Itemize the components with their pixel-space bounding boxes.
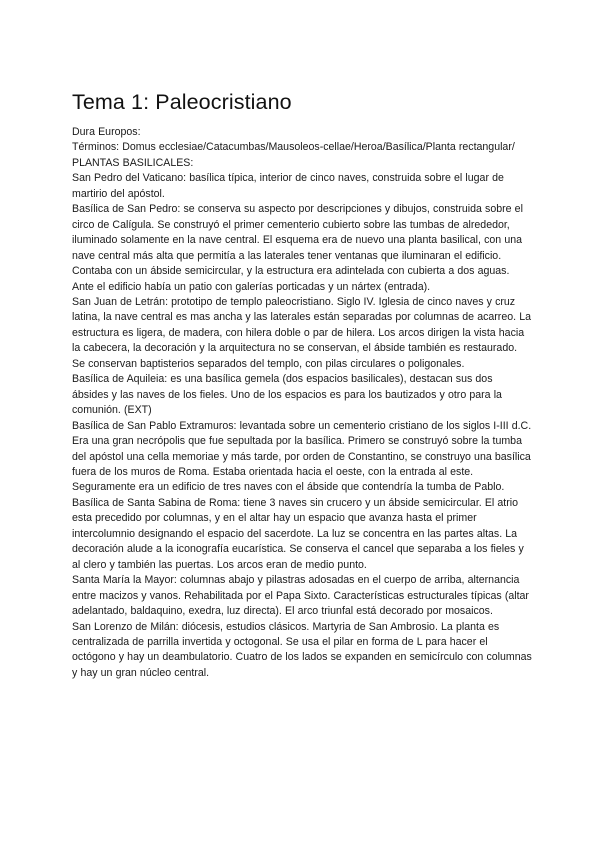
page-title: Tema 1: Paleocristiano [72,90,292,114]
paragraph-santa-sabina: Basílica de Santa Sabina de Roma: tiene 3 naves sin crucero y un ábside semicircular. El atrio esta precedido por columnas, y en el altar hay un espacio que avanza hasta el primer intercolumnio designando el espacio del sacerdote. La luz se concentra en las partes altas. La decoración alude a la iconografía eucarística. Se conserva el cancel que separaba a los fieles y al clero y también las puertas. Los arcos eran de medio punto. [72,496,527,571]
paragraph-san-lorenzo-milan: San Lorenzo de Milán: diócesis, estudios clásicos. Martyria de San Ambrosio. La planta es centralizada de parrilla invertida y octogonal. Se usa el pilar en forma de L para hacer el octógono y hay un deambulatorio. Cuatro de los lados se expanden en semicírculo con columnas y hay un gran núcleo central. [72,620,535,679]
document-page [72,88,535,681]
paragraph-san-pablo-extramuros: Basílica de San Pablo Extramuros: levantada sobre un cementerio cristiano de los siglos I-III d.C. Era una gran necrópolis que fue sepultada por la basílica. Primero se construyó sobre la tumba del apóstol una cella memoriae y más tarde, por orden de Constantino, se construyo una basílica fuera de los muros de Roma. Estaba orientada hacia el oeste, con la entrada al este. Seguramente era un edificio de tres naves con el ábside que contendría la tumba de Pablo. [72,419,535,494]
paragraph-dura-europos: Dura Europos: [72,126,141,138]
paragraph-terminos: Términos: Domus ecclesiae/Catacumbas/Mausoleos-cellae/Heroa/Basílica/Planta rectangular/ [72,141,515,154]
paragraph-san-juan-letran: San Juan de Letrán: prototipo de templo paleocristiano. Siglo IV. Iglesia de cinco naves y cruz latina, la nave central es mas ancha y las laterales están separadas por columnas de acarreo. La estructura es ligera, de madera, con hilera doble o par de hilera. Los arcos dirigen la vista hacia la cabecera, la decoración y la arquitectura no se conservan, el ábside también es restaurado. Se conservan baptisterios separados del templo, con pilas circulares o poligonales. [72,295,535,370]
paragraph-santa-maria-mayor: Santa María la Mayor: columnas abajo y pilastras adosadas en el cuerpo de arriba, alternancia entre macizos y vanos. Rehabilitada por el Papa Sixto. Características estructurales típicas (altar adelantado, baldaquino, exedra, luz directa). El arco triunfal está decorado por mosaicos. [72,574,533,618]
paragraph-san-pedro-vaticano: San Pedro del Vaticano: basílica típica, interior de cinco naves, construida sobre el lugar de martirio del apóstol. [72,172,508,200]
paragraph-basilica-san-pedro: Basílica de San Pedro: se conserva su aspecto por descripciones y dibujos, construida sobre el circo de Calígula. Se construyó el primer cementerio cubierto sobre las tumbas de alrededor, iluminado solamente en la nave central. El esquema era de nuevo una planta basilical, con una nave central más alta que permitía a las laterales tener ventanas que iluminaran el edificio. Contaba con un ábside semicircular, y la estructura era adintelada con cubierta a dos aguas. Ante el edificio había un patio con galerías porticadas y un nártex (entrada). [72,203,527,293]
paragraph-plantas-basilicales: PLANTAS BASILICALES: [72,156,194,169]
document-body [72,125,535,681]
paragraph-basilica-aquileia: Basílica de Aquileia: es una basílica gemela (dos espacios basilicales), destacan sus dos ábsides y las naves de los fieles. Uno de los espacios es para los bautizados y otro para la comunión. (EXT) [72,373,506,417]
